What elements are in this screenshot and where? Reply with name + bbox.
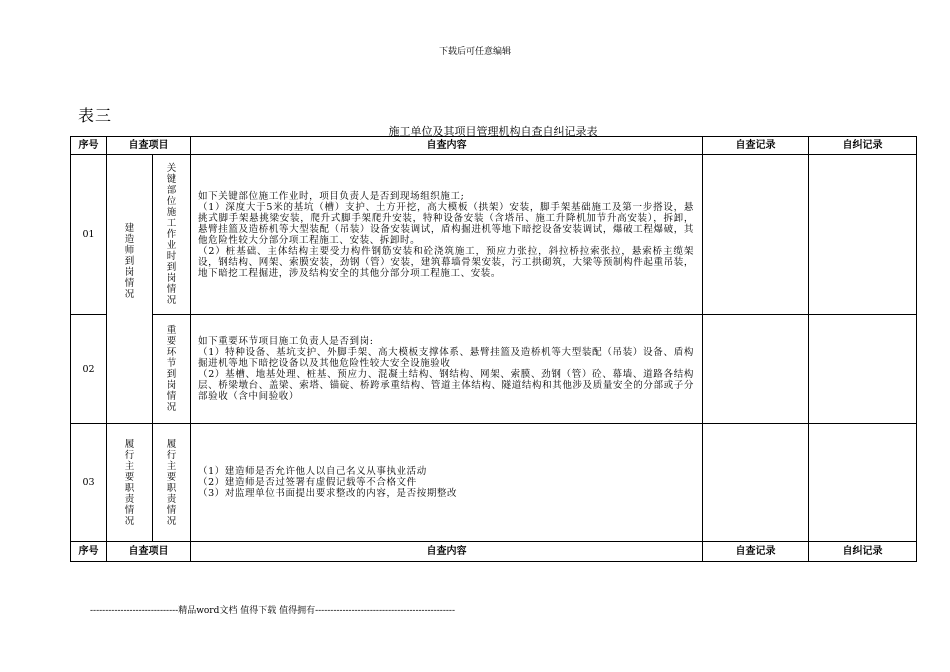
col-content: 自查内容 — [191, 542, 703, 562]
table-title: 施工单位及其项目管理机构自查自纠记录表 — [388, 125, 598, 138]
row-seq: 03 — [71, 424, 107, 542]
self-check-table — [70, 136, 917, 562]
col-fix-record: 自纠记录 — [809, 137, 917, 155]
table-row — [71, 424, 917, 542]
row-item: 建造师到岗情况 — [107, 155, 153, 424]
footer-note: -----------------------------精品word文档 值得下载 值得拥有---------------------------------------------- — [90, 606, 455, 616]
row-subitem: 履行主要职责情况 — [153, 424, 191, 542]
col-seq: 序号 — [71, 542, 107, 562]
row-item: 履行主要职责情况 — [107, 424, 153, 542]
row-subitem: 重要环节到岗情况 — [153, 315, 191, 424]
header-note: 下载后可任意编辑 — [438, 47, 511, 57]
col-item: 自查项目 — [107, 542, 191, 562]
table-row — [71, 155, 917, 315]
fix-record-cell[interactable] — [809, 155, 917, 315]
header-row — [71, 137, 917, 155]
row-content: 如下关键部位施工作业时，项目负责人是否到现场组织施工; （1）深度大于5米的基坑（槽）支护、土方开挖，高大模板（拱架）安装，脚手架基础施工及第一步搭设，悬挑式脚手架悬挑梁安装，爬升式脚手架爬升安装，特种设备安装（含塔吊、施工升降机加节升高安装），拆卸，悬臂挂篮及造桥机等大型装配（吊装）设备安装调试，盾构掘进机等地下暗挖设备安装调试，爆破工程爆破，其他危险性较大分部分项工程施工、安装、拆卸时。 （2）桩基础、主体结构主要受力构件钢筋安装和砼浇筑施工，预应力张拉，斜拉桥拉索张拉，悬索桥主缆架设，钢结构、网架、索膜安装，劲钢（管）安装，建筑幕墙骨架安装，污工拱砌筑，大梁等预制构件起重吊装，地下暗挖工程掘进，涉及结构安全的其他分部分项工程施工、安装。 — [191, 155, 703, 315]
col-fix-record: 自纠记录 — [809, 542, 917, 562]
col-check-record: 自查记录 — [703, 137, 809, 155]
check-record-cell[interactable] — [703, 315, 809, 424]
row-seq: 01 — [71, 155, 107, 315]
fix-record-cell[interactable] — [809, 315, 917, 424]
fix-record-cell[interactable] — [809, 424, 917, 542]
footer-header-row — [71, 542, 917, 562]
check-record-cell[interactable] — [703, 424, 809, 542]
col-item: 自查项目 — [107, 137, 191, 155]
row-content: 如下重要环节项目施工负责人是否到岗: （1）特种设备、基坑支护、外脚手架、高大模板支撑体系、悬臂挂篮及造桥机等大型装配（吊装）设备、盾构掘进机等地下暗挖设备以及其他危险性较大安全设施验收 （2）基槽、地基处理、桩基、预应力、混凝土结构、钢结构、网架、索膜、劲钢（管）砼、幕墙、道路各结构层、桥梁墩台、盖梁、索塔、锚碇、桥跨承重结构、管道主体结构、隧道结构和其他涉及质量安全的分部或子分部验收（含中间验收） — [191, 315, 703, 424]
check-record-cell[interactable] — [703, 155, 809, 315]
table-row — [71, 315, 917, 424]
col-seq: 序号 — [71, 137, 107, 155]
row-subitem: 关键部位施工作业时到岗情况 — [153, 155, 191, 315]
row-seq: 02 — [71, 315, 107, 424]
sheet-label: 表三 — [78, 106, 113, 125]
row-content: （1）建造师是否允许他人以自己名义从事执业活动 （2）建造师是否过签署有虚假记载等不合格文件 （3）对监理单位书面提出要求整改的内容，是否按期整改 — [191, 424, 703, 542]
col-content: 自查内容 — [191, 137, 703, 155]
col-check-record: 自查记录 — [703, 542, 809, 562]
